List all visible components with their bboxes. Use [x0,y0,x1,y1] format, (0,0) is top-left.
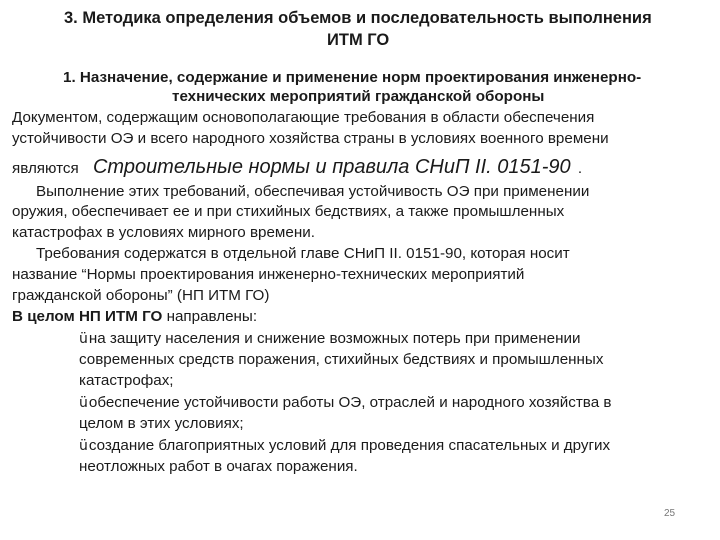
intro-line1: Документом, содержащим основополагающие требования в области обеспечения [12,109,595,126]
list-intro-bold: В целом НП ИТМ ГО [12,308,163,325]
bullet-item-2 [79,395,611,410]
section-heading-line1: 1. Назначение, содержание и применение норм проектирования инженерно- [63,69,642,86]
section-heading-line2: технических мероприятий гражданской обороны [172,88,545,105]
intro-line3 [12,157,582,177]
para3-line3: гражданской обороны” (НП ИТМ ГО) [12,287,270,304]
bullet1-line2: современных средств поражения, стихийных бедствиях и промышленных [79,351,604,368]
bullet2-line1: обеспечение устойчивости работы ОЭ, отраслей и народного хозяйства в [88,394,612,411]
para2-line2: оружия, обеспечивает ее и при стихийных бедствиях, а также промышленных [12,203,565,220]
bullet3-line2: неотложных работ в очагах поражения. [79,458,358,475]
snip-document-name: Строительные нормы и правила СНиП II. 0151-90 [92,156,571,178]
para2-line3: катастрофах в условиях мирного времени. [12,224,315,241]
checkmark-icon: ü [79,438,88,454]
checkmark-icon: ü [79,331,88,347]
list-intro-rest: направлены: [162,308,258,325]
slide-title-line2: ИТМ ГО [327,31,390,49]
list-intro [12,309,257,324]
bullet3-line1: создание благоприятных условий для проведения спасательных и других [88,437,611,454]
page-number: 25 [664,508,676,519]
intro-line3-lead: являются [12,160,79,177]
para3-line1: Требования содержатся в отдельной главе СНиП II. 0151-90, которая носит [36,245,570,262]
bullet2-line2: целом в этих условиях; [79,415,244,432]
checkmark-icon: ü [79,395,88,411]
slide-title-line1: 3. Методика определения объемов и последовательность выполнения [64,9,652,27]
bullet-item-1 [79,331,580,346]
intro-line2: устойчивости ОЭ и всего народного хозяйства страны в условиях военного времени [12,130,609,147]
bullet1-line3: катастрофах; [79,372,174,389]
bullet-item-3 [79,438,610,453]
bullet1-line1: на защиту населения и снижение возможных потерь при применении [88,330,581,347]
intro-line3-end: . [577,160,583,177]
para3-line2: название “Нормы проектирования инженерно-технических мероприятий [12,266,525,283]
para2-line1: Выполнение этих требований, обеспечивая устойчивость ОЭ при применении [36,183,590,200]
